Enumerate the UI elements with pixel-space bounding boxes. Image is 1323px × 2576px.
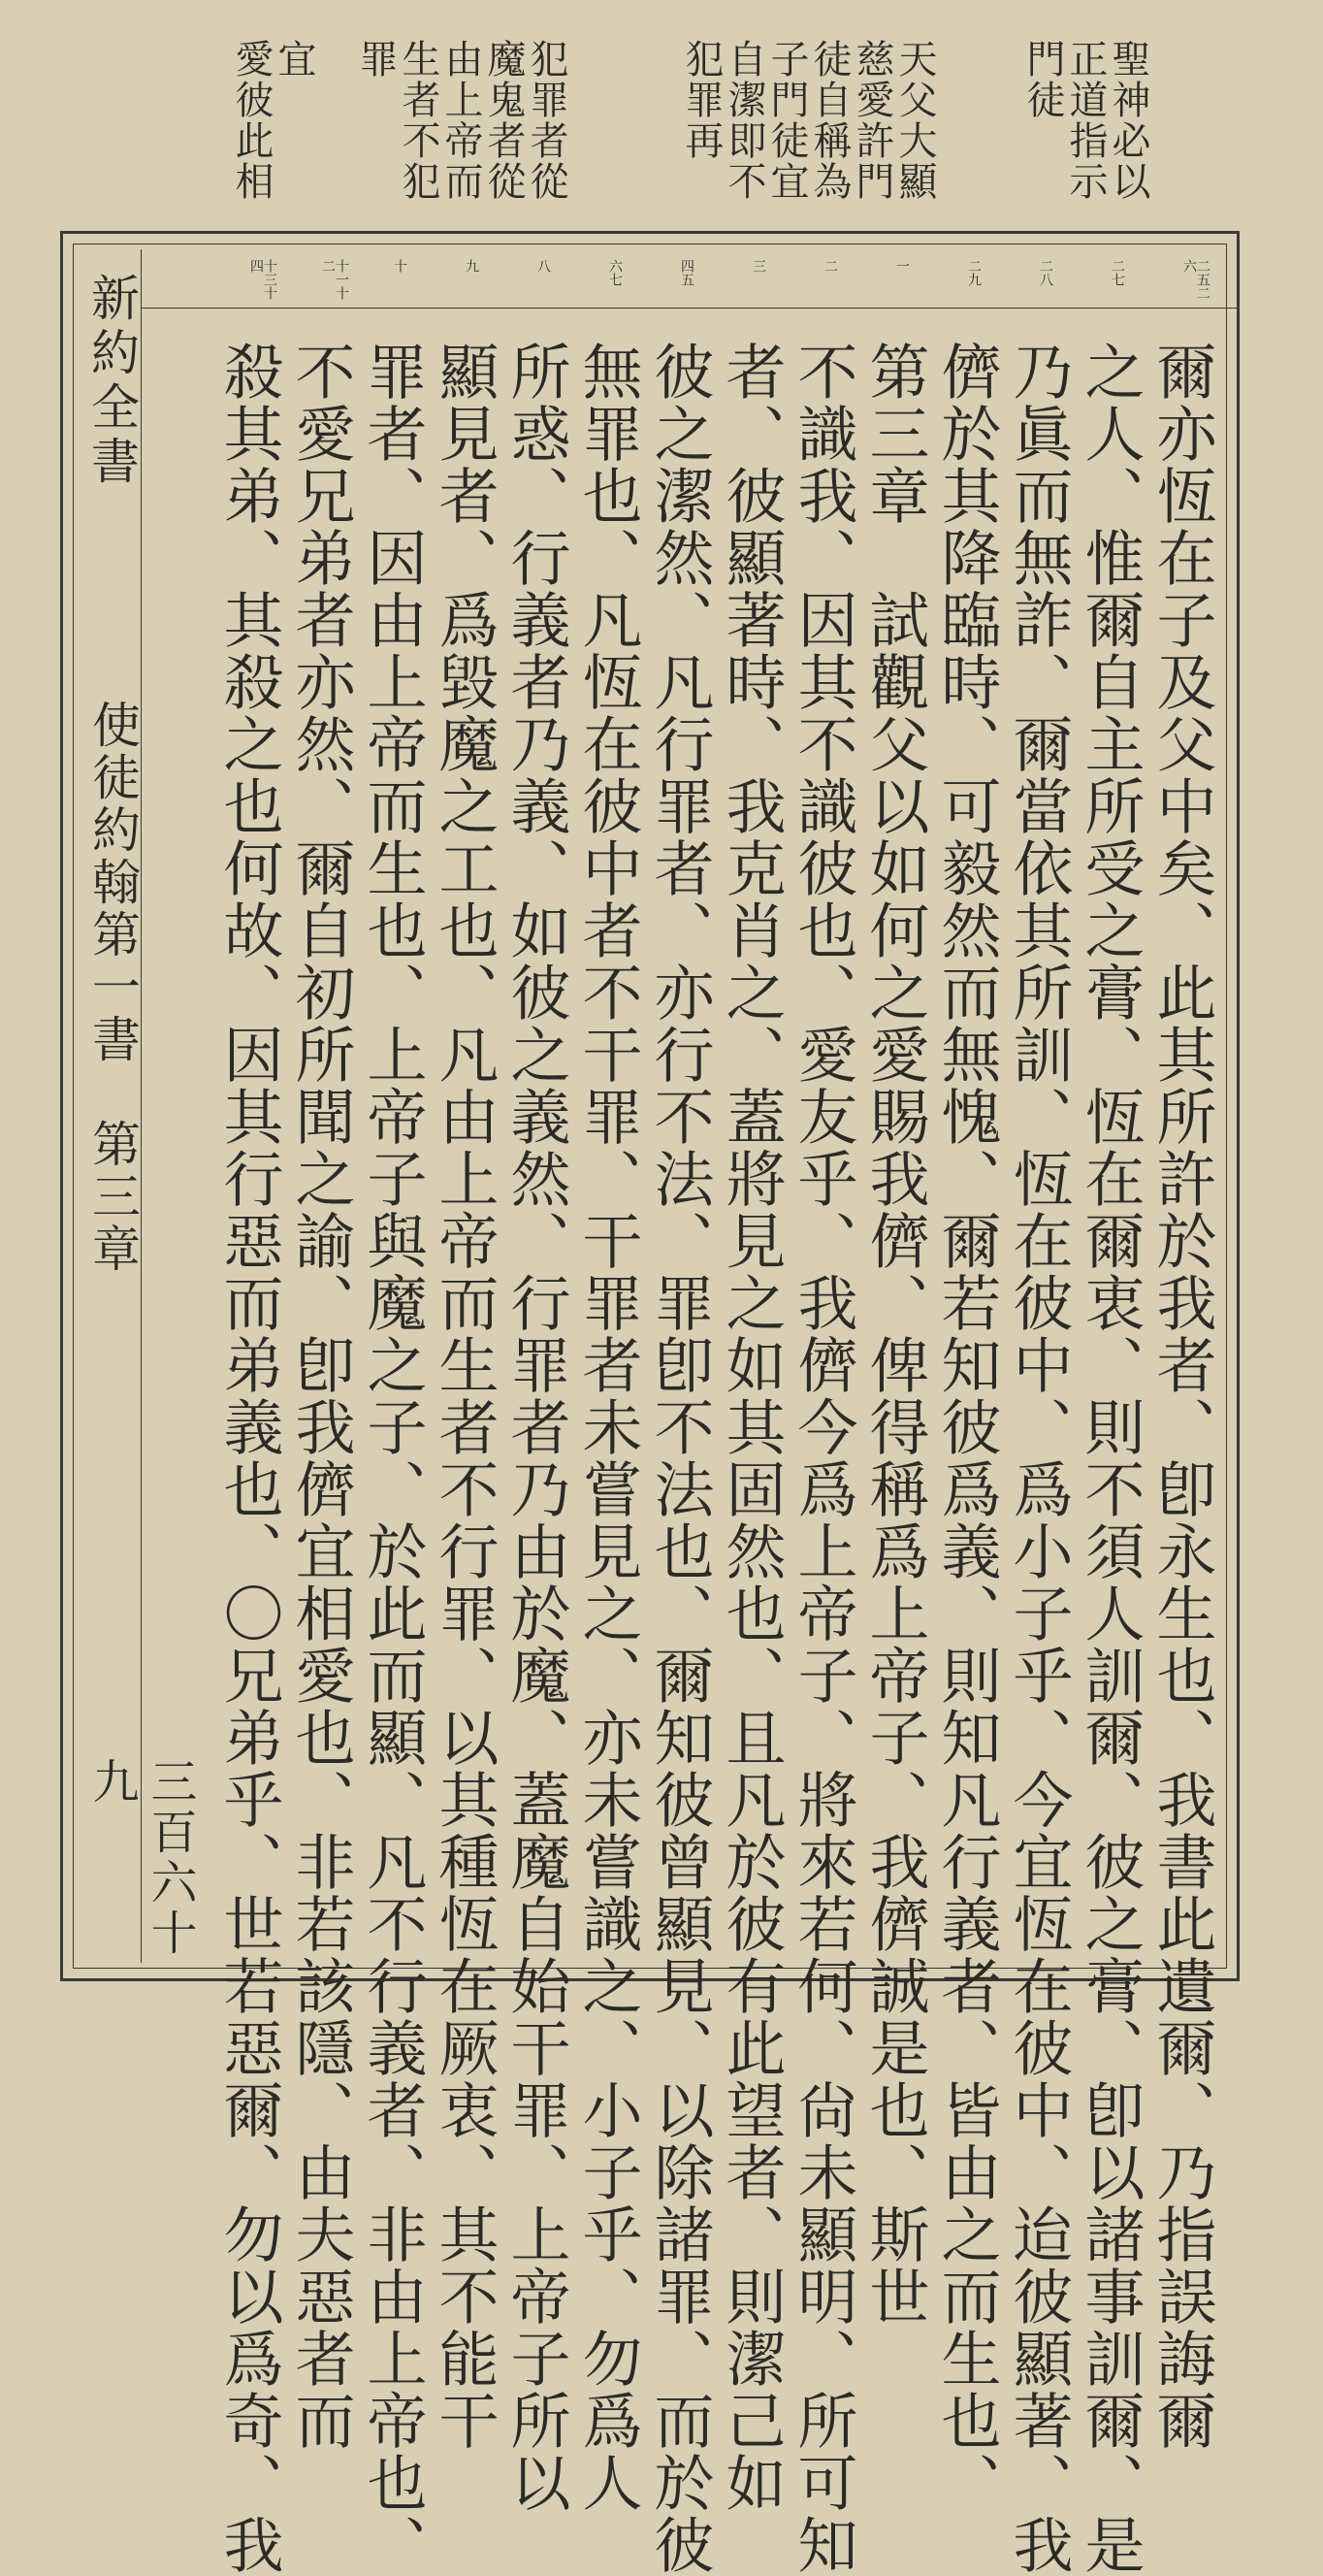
- header-note-col: 子門徒宜: [764, 39, 809, 202]
- header-note-col: 愛彼此相: [229, 39, 274, 202]
- header-note-col: 門徒: [1020, 39, 1065, 120]
- chapter-start-column: 第三章 試觀父以如何之愛賜我儕、俾得稱爲上帝子、我儕誠是也、斯世: [859, 341, 930, 2328]
- verse-number: 二九: [966, 259, 982, 286]
- text-column: 儕於其降臨時、可毅然而無愧、爾若知彼爲義、則知凡行義者、皆由之而生也、: [931, 341, 1002, 2514]
- chapter-heading: 使徒約翰第一書 第三章: [84, 700, 141, 1276]
- header-note-col: 自潔即不: [722, 39, 766, 202]
- verse-number: 八: [535, 259, 551, 273]
- text-column: 顯見者、爲毀魔之工也、凡由上帝而生者不行罪、以其種恆在厥衷、其不能干: [429, 341, 500, 2452]
- text-column: 彼之潔然、凡行罪者、亦行不法、罪卽不法也、爾知彼曾顯見、以除諸罪、而於彼: [644, 341, 715, 2576]
- page-number: 三百六十九: [84, 1757, 197, 1959]
- header-note-col: 生者不犯: [396, 39, 440, 202]
- verse-number: 三: [751, 259, 766, 273]
- header-note-col: 罪: [353, 39, 398, 80]
- text-column: 罪者、因由上帝而生也、上帝子與魔之子、於此而顯、凡不行義者、非由上帝也、: [357, 341, 428, 2576]
- header-note-col: 聖神必以: [1106, 39, 1150, 202]
- verse-number: 十三十四: [248, 259, 277, 300]
- header-note-col: 魔鬼者從: [481, 39, 526, 202]
- verse-number: 四五: [679, 259, 694, 286]
- header-note-col: 犯罪再: [679, 39, 724, 161]
- verse-number: 一: [894, 259, 910, 273]
- text-column: 殺其弟、其殺之也何故、因其行惡而弟義也、〇兄弟乎、世若惡爾、勿以爲奇、我: [213, 341, 284, 2576]
- verse-number: 二五二六: [1181, 259, 1210, 300]
- text-column: 不愛兄弟者亦然、爾自初所聞之諭、卽我儕宜相愛也、非若該隱、由夫惡者而: [285, 341, 356, 2452]
- verse-number: 二七: [1110, 259, 1125, 286]
- text-column: 者、彼顯著時、我克肖之、蓋將見之如其固然也、且凡於彼有此望者、則潔己如: [716, 341, 787, 2514]
- page-frame: [60, 231, 1240, 2576]
- verse-number: 九: [464, 259, 479, 273]
- body-text: [156, 341, 1223, 2576]
- verse-number: 六七: [607, 259, 623, 286]
- verse-number: 十: [392, 259, 407, 273]
- header-notes: [136, 39, 1164, 223]
- text-column: 乃眞而無詐、爾當依其所訓、恆在彼中、爲小子乎、今宜恆在彼中、迨彼顯著、我: [1003, 341, 1074, 2576]
- header-note-col: 慈愛許門: [850, 39, 894, 202]
- header-note-col: 宜: [272, 39, 316, 80]
- verse-number-row: [141, 249, 1237, 309]
- text-column: 之人、惟爾自主所受之膏、恆在爾衷、則不須人訓爾、彼之膏、卽以諸事訓爾、是: [1075, 341, 1146, 2576]
- header-note-col: 由上帝而: [438, 39, 483, 202]
- verse-number: 十一十二: [320, 259, 349, 300]
- verse-number: 二: [823, 259, 838, 273]
- text-column: 所惑、行義者乃義、如彼之義然、行罪者乃由於魔、蓋魔自始干罪、上帝子所以: [500, 341, 571, 2514]
- book-title: 新約全書: [83, 273, 140, 490]
- text-column: 無罪也、凡恆在彼中者不干罪、干罪者未嘗見之、亦未嘗識之、小子乎、勿爲人: [572, 341, 643, 2514]
- header-note-col: 徒自稱為: [807, 39, 852, 202]
- header-note-col: 正道指示: [1063, 39, 1108, 202]
- text-column: 不識我、因其不識彼也、愛友乎、我儕今爲上帝子、將來若何、尙未顯明、所可知: [788, 341, 858, 2576]
- text-column: 爾亦恆在子及父中矣、此其所許於我者、卽永生也、我書此遺爾、乃指誤誨爾: [1146, 341, 1217, 2452]
- verse-number: 二八: [1038, 259, 1053, 286]
- header-note-col: 天父大顯: [892, 39, 937, 202]
- header-note-col: 犯罪者從: [524, 39, 568, 202]
